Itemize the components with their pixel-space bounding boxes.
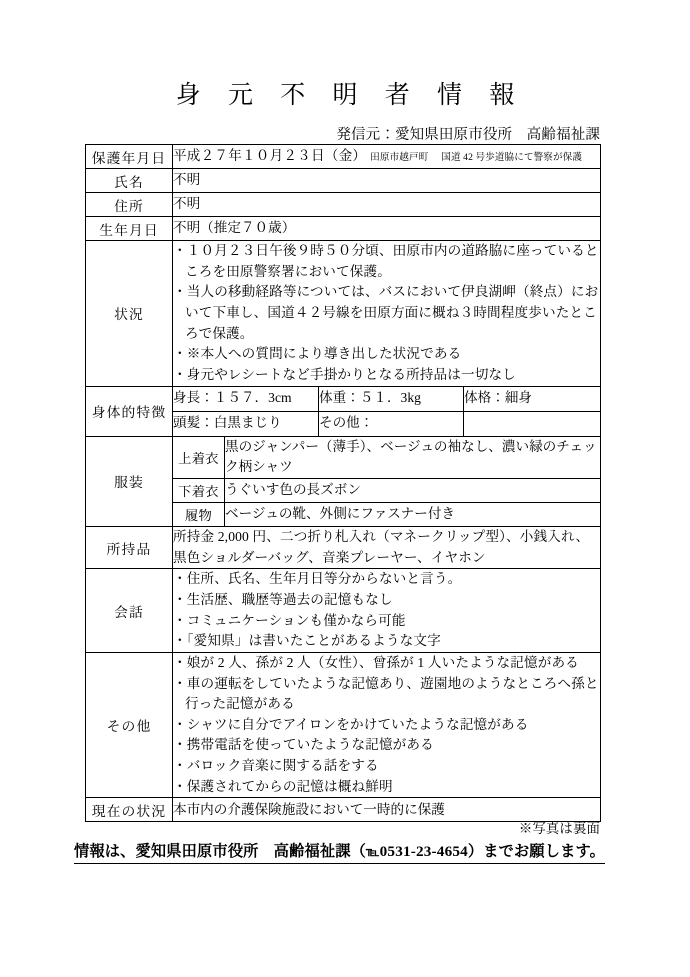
other-bullet: ・ シャツに自分でアイロンをかけていたような記憶がある [173,715,600,736]
situation-bullet: ・ 当人の移動経路等については、バスにおいて伊良湖岬（終点）において下車し、国道４２号線を田原方面に概ね３時間程度歩いたところで保護。 [173,282,600,344]
value-protection-date [173,145,601,169]
table-row-name [86,169,601,193]
label-belongings: 所持品 [86,526,173,568]
value-hair: 頭髪：白黒まじり [173,411,319,436]
value-physical-blank [464,411,601,436]
label-address: 住所 [86,193,173,217]
label-physical-features: 身体的特徴 [86,386,173,436]
situation-bullet-list [173,241,600,386]
other-bullet-list [173,653,600,798]
other-bullet: ・ 娘が 2 人、孫が 2 人（女性）、曾孫が 1 人いたような記憶がある [173,653,600,674]
value-physical-other: その他： [319,411,464,436]
value-build: 体格：細身 [464,386,601,411]
conversation-bullet: ・ 「愛知県」は書いたことがあるような文字 [173,631,600,652]
protection-date-detail: 国道 42 号歩道脇にて警察が保護 [441,152,583,164]
value-situation [173,241,601,387]
conversation-bullet: ・ コミュニケーションも僅かなら可能 [173,611,600,632]
table-row-situation [86,241,601,387]
value-outerwear: 黒のジャンパー（薄手）、ベージュの袖なし、濃い緑のチェック柄シャツ [225,436,601,478]
label-current-status: 現在の状況 [86,798,173,822]
other-bullet: ・ 携帯電話を使っていたような記憶がある [173,735,600,756]
belongings-text: 所持金 2,000 円、二つ折り札入れ（マネークリップ型）、小銭入れ、黒色ショルダーバッグ、音楽プレーヤー、イヤホン [173,528,590,565]
table-row-conversation [86,569,601,653]
sublabel-footwear: 履物 [173,502,225,526]
value-conversation [173,569,601,653]
label-clothing: 服装 [86,436,173,526]
table-row-protection-date [86,145,601,169]
table-row-address [86,193,601,217]
conversation-bullet-list [173,569,600,652]
table-row-physical-1 [86,386,601,411]
value-address: 不明 [173,193,601,217]
other-bullet: ・ 保護されてからの記憶は概ね鮮明 [173,777,600,798]
contact-prefix: 情報は、愛知県田原市役所 高齢福祉課（ [74,843,367,860]
value-birthdate: 不明（推定７０歳） [173,217,601,241]
label-name: 氏名 [86,169,173,193]
value-weight: 体重：５１．3kg [319,386,464,411]
sublabel-outerwear: 上着衣 [173,436,225,478]
table-row-belongings [86,526,601,568]
value-footwear: ベージュの靴、外側にファスナー付き [225,502,601,526]
contact-footer [74,840,605,864]
situation-bullet: ・ 身元やレシートなど手掛かりとなる所持品は一切なし [173,365,600,386]
situation-sub-note: ・ ※本人への質問により導き出した状況である [173,344,600,365]
protection-date-place: 田原市越戸町 [370,152,429,164]
table-row-birthdate [86,217,601,241]
page-title: 身 元 不 明 者 情 報 [175,82,525,109]
value-name: 不明 [173,169,601,193]
table-row-clothing-outer [86,436,601,478]
label-protection-date: 保護年月日 [86,145,173,169]
situation-bullet: ・ １０月２３日午後９時５０分頃、田原市内の道路脇に座っているところを田原警察署において保護。 [173,241,600,282]
other-bullet: ・ 車の運転をしていたような記憶あり、遊園地のようなところへ孫と行った記憶がある [173,674,600,715]
label-conversation: 会話 [86,569,173,653]
sublabel-lowerwear: 下着衣 [173,478,225,502]
label-situation: 状況 [86,241,173,387]
contact-phone-number: 0531-23-4654 [379,843,468,860]
conversation-bullet: ・ 住所、氏名、生年月日等分からないと言う。 [173,569,600,590]
table-row-other [86,652,601,798]
sender-origin: 発信元：愛知県田原市役所 高齢福祉課 [336,127,600,143]
value-height: 身長：１５７．3cm [173,386,319,411]
value-other [173,652,601,798]
value-current-status: 本市内の介護保険施設において一時的に保護 [173,798,601,822]
protection-date-text: 平成２７年１０月２３日（金） [173,148,367,164]
label-birthdate: 生年月日 [86,217,173,241]
contact-suffix: ）までお願します。 [467,843,606,860]
conversation-bullet: ・ 生活歴、職歴等過去の記憶もなし [173,590,600,611]
value-lowerwear: うぐいす色の長ズボン [225,478,601,502]
value-belongings [173,526,601,568]
unidentified-person-info-table [85,144,601,822]
other-bullet: ・ バロック音楽に関する話をする [173,756,600,777]
photo-on-back-note: ※写真は裏面 [518,821,600,836]
telephone-icon: ℡ [366,845,380,859]
label-other: その他 [86,652,173,798]
